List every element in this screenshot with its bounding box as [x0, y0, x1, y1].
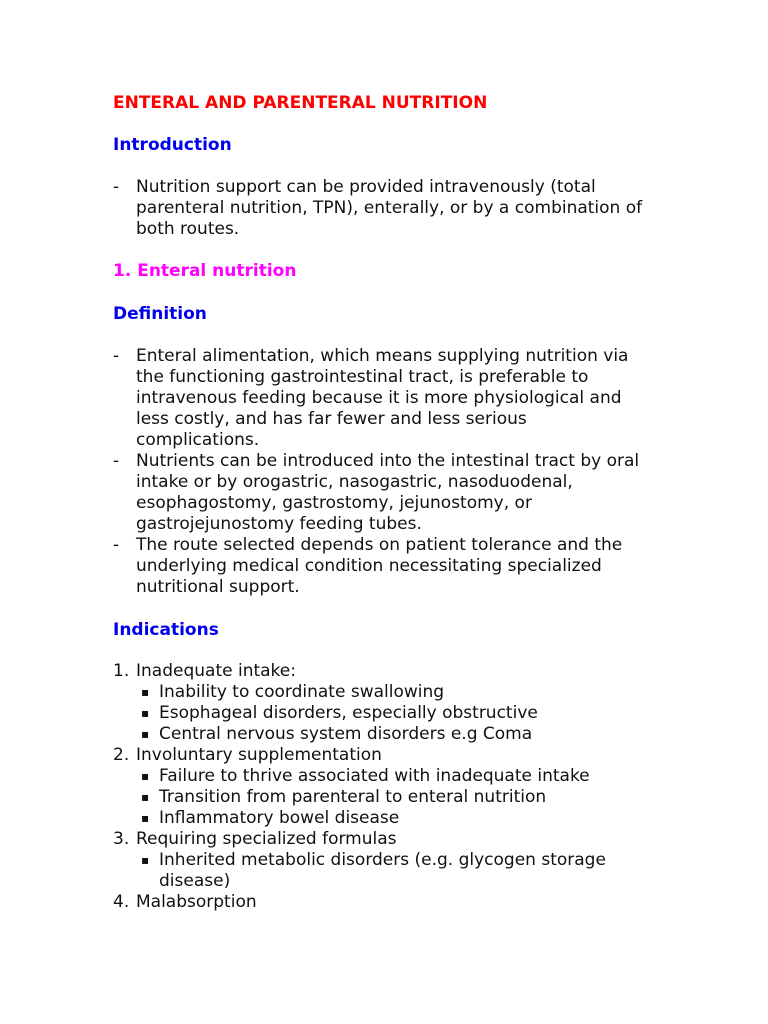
- list-item-text: Failure to thrive associated with inadequate intake: [159, 766, 590, 786]
- indication-item: [113, 661, 653, 745]
- list-item: [136, 682, 653, 703]
- bullet-marker: ▪: [141, 706, 150, 720]
- indication-label: Involuntary supplementation: [136, 745, 382, 765]
- list-item: [113, 535, 653, 598]
- list-item: [113, 346, 653, 451]
- indication-item: [113, 745, 653, 829]
- introduction-list: [113, 177, 653, 240]
- number-marker: 4.: [113, 892, 130, 912]
- indications-list: [113, 661, 653, 913]
- definition-heading: Definition: [113, 304, 207, 324]
- number-marker: 3.: [113, 829, 130, 849]
- list-item: [136, 850, 653, 892]
- indication-item: [113, 829, 653, 892]
- document-title: ENTERAL AND PARENTERAL NUTRITION: [113, 93, 488, 113]
- list-item-text: Central nervous system disorders e.g Coma: [159, 724, 533, 744]
- number-marker: 2.: [113, 745, 130, 765]
- bullet-marker: ▪: [141, 790, 150, 804]
- bullet-marker: ▪: [141, 811, 150, 825]
- list-item-text: Transition from parenteral to enteral nutrition: [159, 787, 547, 807]
- list-item-text: Nutrition support can be provided intravenously (total parenteral nutrition, TPN), enterally, or by a combination of both routes.: [136, 177, 643, 239]
- indications-heading: Indications: [113, 620, 219, 640]
- list-item-text: Inherited metabolic disorders (e.g. glycogen storage disease): [159, 850, 606, 891]
- list-item: [113, 451, 653, 535]
- bullet-marker: ▪: [141, 853, 150, 867]
- introduction-heading: Introduction: [113, 135, 232, 155]
- definition-list: [113, 346, 653, 598]
- list-item: [136, 808, 653, 829]
- list-item-text: Enteral alimentation, which means supplying nutrition via the functioning gastrointestinal tract, is preferable to intravenous feeding because it is more physiological and less costly, and has far fewer and less serious complications.: [136, 346, 629, 450]
- bullet-marker: ▪: [141, 769, 150, 783]
- indication-item: [113, 892, 653, 913]
- list-item-text: Inability to coordinate swallowing: [159, 682, 445, 702]
- list-item-text: The route selected depends on patient tolerance and the underlying medical condition necessitating specialized nutritional support.: [136, 535, 623, 597]
- list-item: [136, 703, 653, 724]
- bullet-marker: ▪: [141, 685, 150, 699]
- dash-marker: -: [113, 177, 120, 197]
- dash-marker: -: [113, 346, 120, 366]
- dash-marker: -: [113, 535, 120, 555]
- indication-label: Inadequate intake:: [136, 661, 296, 681]
- number-marker: 1.: [113, 661, 130, 681]
- indication-sublist: [136, 682, 653, 745]
- list-item: [136, 787, 653, 808]
- list-item-text: Esophageal disorders, especially obstructive: [159, 703, 538, 723]
- list-item-text: Nutrients can be introduced into the intestinal tract by oral intake or by orogastric, nasogastric, nasoduodenal, esophagostomy, gastrostomy, jejunostomy, or gastrojejunostomy feeding tubes.: [136, 451, 640, 534]
- list-item: [113, 177, 653, 240]
- indication-label: Requiring specialized formulas: [136, 829, 397, 849]
- indication-label: Malabsorption: [136, 892, 257, 912]
- dash-marker: -: [113, 451, 120, 471]
- list-item-text: Inflammatory bowel disease: [159, 808, 400, 828]
- list-item: [136, 724, 653, 745]
- enteral-nutrition-heading: 1. Enteral nutrition: [113, 261, 297, 281]
- indication-sublist: [136, 766, 653, 829]
- bullet-marker: ▪: [141, 727, 150, 741]
- list-item: [136, 766, 653, 787]
- indication-sublist: [136, 850, 653, 892]
